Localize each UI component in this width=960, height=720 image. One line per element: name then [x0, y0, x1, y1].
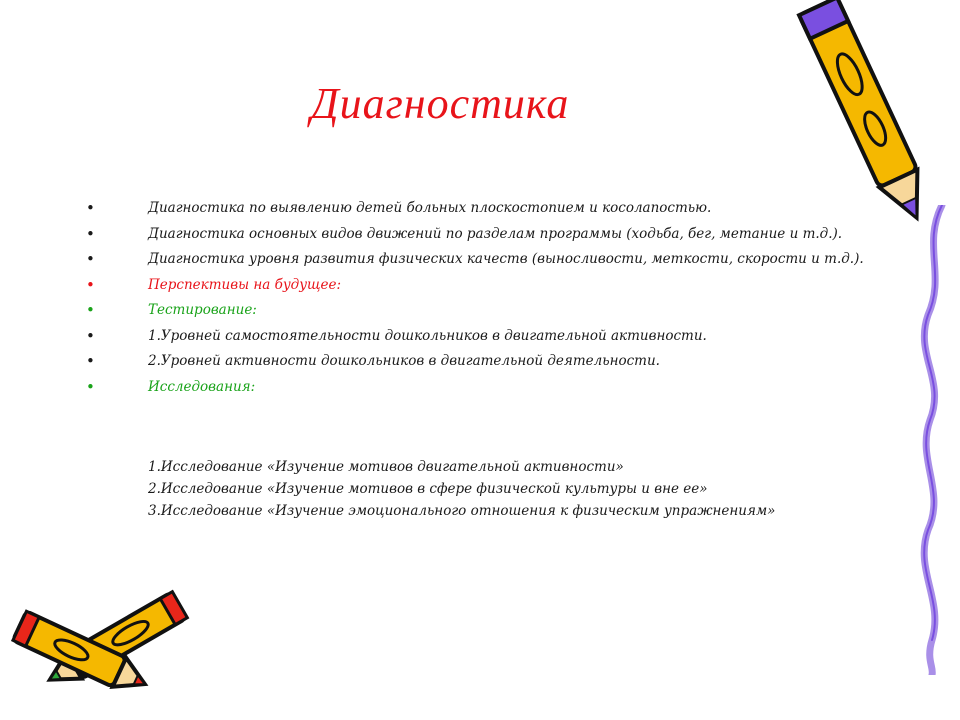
- page-title: Диагностика: [310, 79, 570, 128]
- bullet-icon: •: [86, 301, 95, 319]
- list-item: [86, 375, 886, 401]
- research-list: [148, 456, 848, 522]
- list-item-text: 1.Уровней самостоятельности дошкольников в двигательной активности.: [148, 327, 707, 344]
- bullet-icon: •: [86, 352, 95, 370]
- list-item: [86, 324, 886, 350]
- bullet-icon: •: [86, 275, 95, 294]
- list-item-text: Диагностика по выявлению детей больных плоскостопием и косолапостью.: [148, 200, 712, 216]
- bullet-icon: •: [86, 224, 95, 243]
- list-item-text: 2.Уровней активности дошкольников в двигательной деятельности.: [148, 353, 660, 369]
- list-item-text: Исследования:: [148, 378, 256, 395]
- list-item-text: Тестирование:: [148, 302, 257, 318]
- wavy-line-icon: [912, 205, 952, 675]
- research-item: 2.Исследование «Изучение мотивов в сфере физической культуры и вне ее»: [148, 481, 708, 497]
- list-item: [86, 349, 886, 375]
- list-item-text: Диагностика уровня развития физических качеств (выносливости, меткости, скорости и т.д.).: [148, 251, 864, 267]
- bullet-icon: •: [86, 199, 95, 217]
- bullet-list: [86, 196, 886, 400]
- research-item: 3.Исследование «Изучение эмоционального отношения к физическим упражнениям»: [148, 503, 776, 519]
- pencil-icon: [790, 0, 950, 235]
- list-item: [86, 196, 886, 222]
- list-item: [86, 298, 886, 324]
- pencil-icon: [5, 600, 155, 710]
- list-item: [86, 273, 886, 299]
- list-item: [86, 222, 886, 248]
- research-item: 1.Исследование «Изучение мотивов двигательной активности»: [148, 459, 624, 475]
- bullet-icon: •: [86, 377, 95, 396]
- bullet-icon: •: [86, 326, 95, 345]
- list-item-text: Диагностика основных видов движений по разделам программы (ходьба, бег, метание и т.д.).: [148, 225, 843, 242]
- list-item-text: Перспективы на будущее:: [148, 276, 342, 293]
- bullet-icon: •: [86, 250, 95, 268]
- list-item: [86, 247, 886, 273]
